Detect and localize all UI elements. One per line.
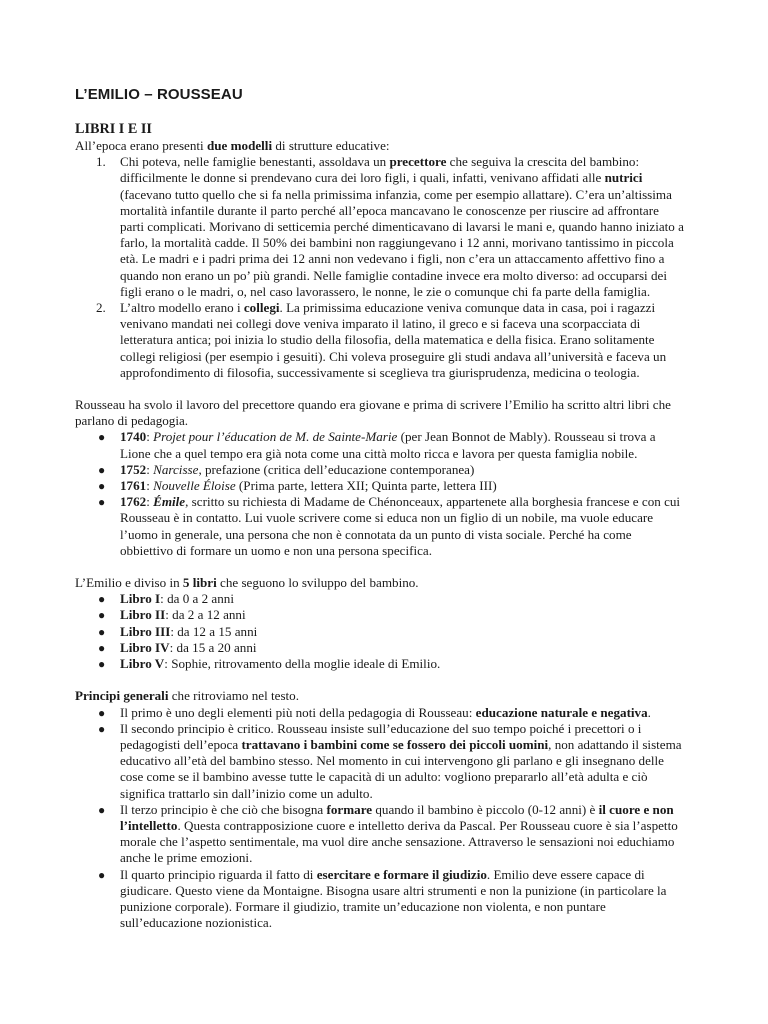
bullet-icon: ● <box>98 592 106 607</box>
books-list <box>75 591 685 672</box>
list-item: ● 1761: Nouvelle Éloise (Prima parte, lettera XII; Quinta parte, lettera III) <box>98 478 497 494</box>
section3-intro: L’Emilio e diviso in 5 libri che seguono lo sviluppo del bambino. <box>75 575 419 591</box>
bullet-icon: ● <box>98 430 106 445</box>
section-heading: LIBRI I E II <box>75 121 152 137</box>
works-list <box>75 429 685 559</box>
list-item: ● Libro II: da 2 a 12 anni <box>98 607 246 623</box>
bullet-icon: ● <box>98 495 106 510</box>
list-item: ● Il quarto principio riguarda il fatto di esercitare e formare il giudizio. Emilio deve essere capace di giudicare. Questo viene da Montaigne. Bisogna usare altri strumenti e non la punizione (in particolare la punizione corporale). Formare il giudizio, tramite un’educazione non violenta, e non puntare sull’educazione nozionistica. <box>98 866 667 931</box>
list-item: ● Libro V: Sophie, ritrovamento della moglie ideale di Emilio. <box>98 656 441 672</box>
bullet-icon: ● <box>98 624 106 639</box>
list-item: ● Il primo è uno degli elementi più noti della pedagogia di Rousseau: educazione naturale e negativa. <box>98 704 651 720</box>
list-item: ● Libro III: da 12 a 15 anni <box>98 623 258 639</box>
bullet-icon: ● <box>98 867 106 882</box>
section1-intro: All’epoca erano presenti due modelli di strutture educative: <box>75 138 390 153</box>
bullet-icon: ● <box>98 640 106 655</box>
list-item: 1. Chi poteva, nelle famiglie benestanti, assoldava un precettore che seguiva la crescita del bambino: difficilmente le donne si prendevano cura dei loro figli, i quali, infatti, venivano affidati alle nutrici (facevano tutto quello che si fa nella primissima infanzia, come per esempio allattare). C’era un’altissima mortalità infantile durante il parto perché all’epoca mancavano le conoscenze per riuscire ad affrontare parti complicati. Morivano di setticemia perché dimenticavano di lavarsi le mani e, quando hanno iniziato a farlo, la mortalità cadde. Il 50% dei bambini non raggiungevano i 12 anni, morivano tantissimo in piccola età. Le madri e i padri prima dei 12 anni non vedevano i figli, non c’era un attaccamento affettivo fino a quando non erano un po’ più grandi. Nelle famiglie contadine invece era molto diverso: ad occuparsi dei figli erano o le madri, o, nel caso lavorassero, le nonne, le zie o comunque chi fa parte della famiglia. <box>96 154 684 299</box>
list-item: ● Libro IV: da 15 a 20 anni <box>98 639 257 655</box>
principles-list <box>75 705 685 932</box>
bullet-icon: ● <box>98 657 106 672</box>
bullet-icon: ● <box>98 462 106 477</box>
list-item: 2. L’altro modello erano i collegi. La primissima educazione veniva comunque data in casa, poi i ragazzi venivano mandati nei collegi dove veniva imparato il latino, il greco e si faceva una scorpacciata di letteratura antica; poi inizia lo studio della filosofia, della matematica e della fisica. Erano solitamente collegi religiosi (per esempio i gesuiti). Chi voleva proseguire gli studi andava all’università e faceva un approfondimento di filosofia, successivamente si sceglieva tra giurisprudenza, medicina o teologia. <box>96 300 667 380</box>
list-number: 1. <box>96 154 106 170</box>
bullet-icon: ● <box>98 721 106 736</box>
section4-intro: Principi generali che ritroviamo nel testo. <box>75 688 300 704</box>
models-list <box>75 154 685 381</box>
bullet-icon: ● <box>98 608 106 623</box>
bullet-icon: ● <box>98 802 106 817</box>
bullet-icon: ● <box>98 705 106 720</box>
document-title: L’EMILIO – ROUSSEAU <box>75 86 243 103</box>
list-item: ● Il secondo principio è critico. Rousseau insiste sull’educazione del suo tempo poiché i precettori o i pedagogisti dell’epoca trattavano i bambini come se fossero dei piccoli uomini, non adattando il sistema educativo all’età del bambino stesso. Nel momento in cui intervengono gli parlano e gli insegnano delle cose come se il bambino avesse tutte le capacità di un adulto: vogliono prepararlo all’età adulta e ciò significa trattarlo sin dall’inizio come un adulto. <box>98 720 682 801</box>
list-item: ● Libro I: da 0 a 2 anni <box>98 591 234 607</box>
list-item: ● 1740: Projet pour l’éducation de M. de Sainte-Marie (per Jean Bonnot de Mably). Rousseau si trova a Lione che a quel tempo era già nota come una città molto ricca e lavora per questa famiglia nobile. <box>98 429 656 461</box>
list-item: ● Il terzo principio è che ciò che bisogna formare quando il bambino è piccolo (0-12 anni) è il cuore e non l’intelletto. Questa contrapposizione cuore e intelletto deriva da Pascal. Per Rousseau cuore è sia l’aspetto morale che l’aspetto sentimentale, ma vuol dire anche sensazione. Attraverso le sensazioni noi educhiamo anche le prime emozioni. <box>98 801 678 866</box>
list-item: ● 1762: Émile, scritto su richiesta di Madame de Chénonceaux, appartenete alla borghesia francese e con cui Rousseau è in contatto. Lui vuole scrivere come si educa non un figlio di un nobile, ma vuole educare l’uomo in generale, una persona che non è connotata da un punto di vista sociale. Perché ha come obbiettivo di formare un uomo e non una persona specifica. <box>98 494 681 558</box>
list-number: 2. <box>96 300 106 316</box>
bullet-icon: ● <box>98 479 106 494</box>
document-body <box>75 121 685 931</box>
list-item: ● 1752: Narcisse, prefazione (critica dell’educazione contemporanea) <box>98 461 475 477</box>
section2-intro: Rousseau ha svolo il lavoro del precettore quando era giovane e prima di scrivere l’Emilio ha scritto altri libri che parlano di pedagogia. <box>75 397 671 429</box>
